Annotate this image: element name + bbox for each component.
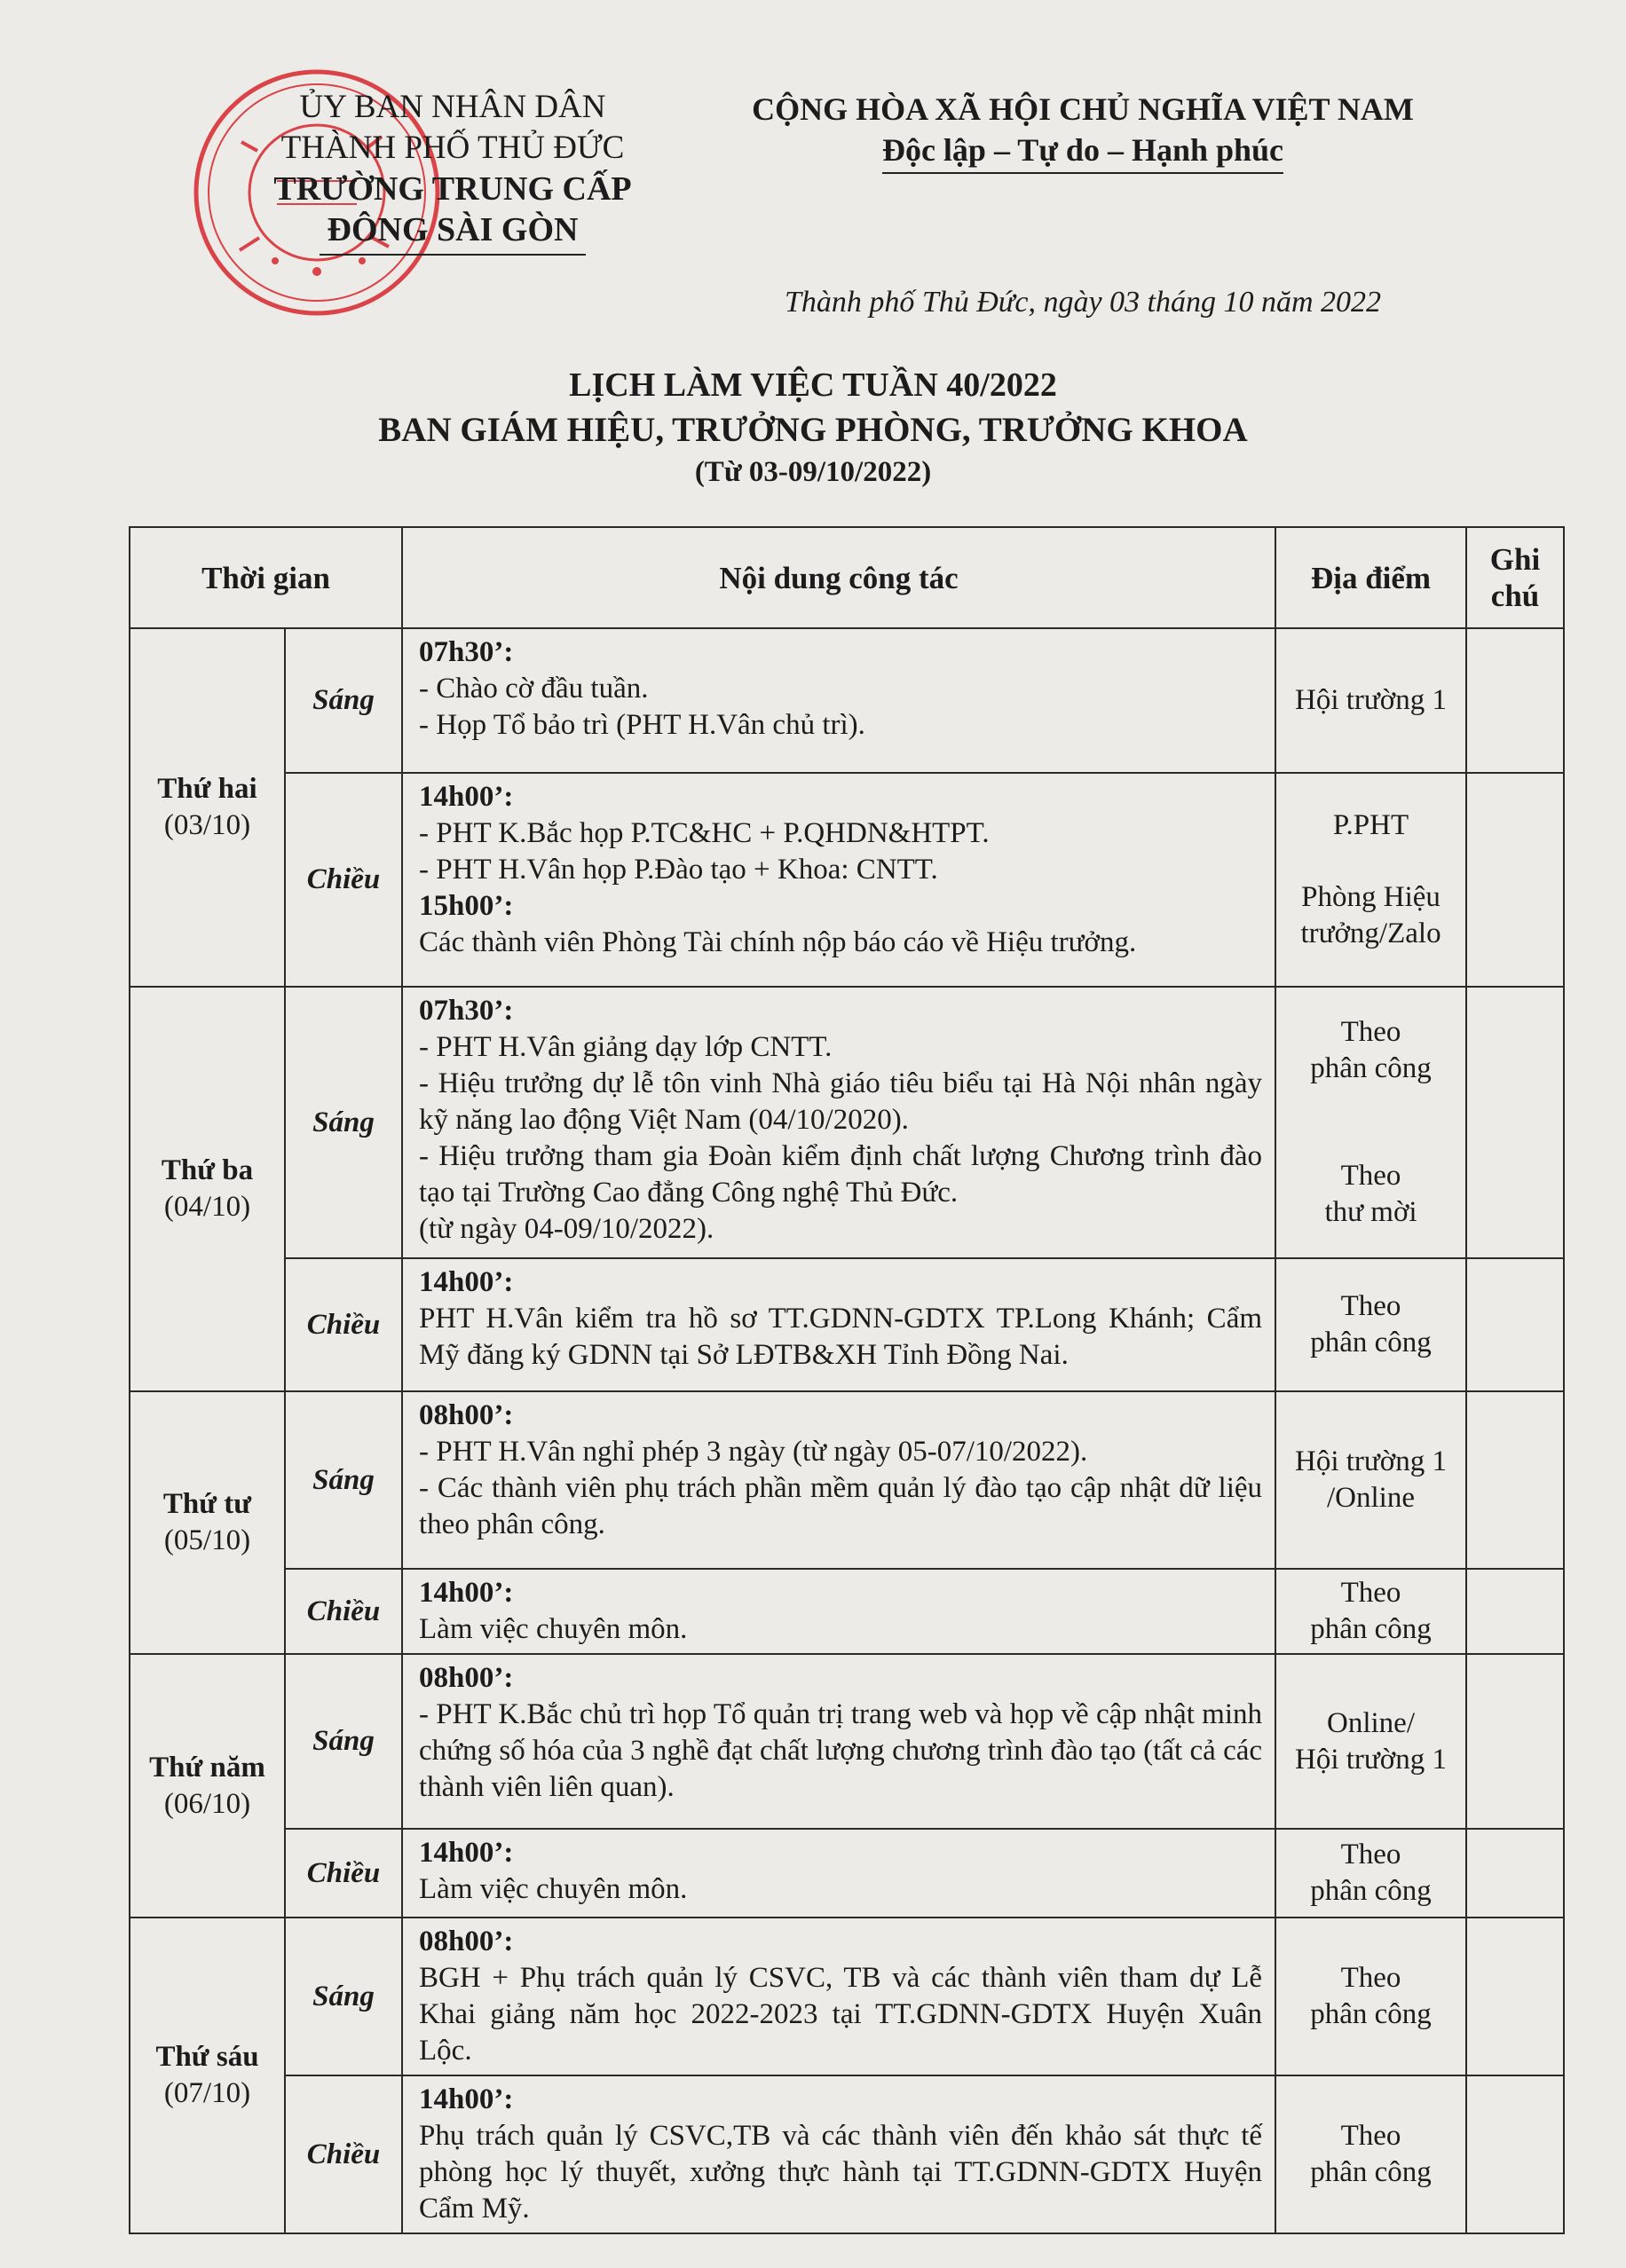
task-line: - PHT H.Vân nghỉ phép 3 ngày (từ ngày 05-07/10/2022). xyxy=(419,1436,1088,1468)
task-line: PHT H.Vân kiểm tra hồ sơ TT.GDNN-GDTX TP.Long Khánh; Cẩm Mỹ đăng ký GDNN tại Sở LĐTB&XH Tỉnh Đồng Nai. xyxy=(419,1303,1263,1371)
session-label: Chiều xyxy=(285,2075,402,2233)
table-row xyxy=(130,2075,1564,2233)
day-date: (06/10) xyxy=(163,1787,251,1820)
table-row xyxy=(130,987,1564,1258)
header-time: Thời gian xyxy=(130,527,402,628)
table-row xyxy=(130,1258,1564,1391)
task-line: - PHT K.Bắc chủ trì họp Tổ quản trị trang web và họp về cập nhật minh chứng số hóa của 3 nghề đạt chất lượng chương trình đào tạo (tất cả các thành viên liên quan). xyxy=(419,1698,1263,1803)
task-content xyxy=(402,628,1275,773)
place-spacer xyxy=(1276,1122,1465,1158)
place-line: Hội trường 1 xyxy=(1295,684,1448,716)
org-underline xyxy=(320,254,586,256)
national-motto xyxy=(692,89,1473,174)
header-note-line-2: chú xyxy=(1490,579,1540,613)
day-cell xyxy=(130,1918,285,2233)
nation-motto: Độc lập – Tự do – Hạnh phúc xyxy=(882,130,1283,174)
day-date: (04/10) xyxy=(163,1191,251,1223)
day-cell xyxy=(130,628,285,987)
schedule-title: LỊCH LÀM VIỆC TUẦN 40/2022 xyxy=(569,366,1057,404)
place-line: phân công xyxy=(1310,1998,1432,2030)
day-date: (05/10) xyxy=(163,1524,251,1556)
place-line: phân công xyxy=(1310,1052,1432,1084)
place-line: Theo xyxy=(1340,1962,1401,1994)
place-line: trưởng/Zalo xyxy=(1300,917,1441,949)
org-line-3: TRƯỜNG TRUNG CẤP xyxy=(273,170,632,208)
table-header-row xyxy=(130,527,1564,628)
org-line-4: ĐÔNG SÀI GÒN xyxy=(327,211,579,248)
task-content xyxy=(402,1258,1275,1391)
header-note-line-1: Ghi xyxy=(1489,542,1541,577)
task-time: 14h00’: xyxy=(419,1577,514,1609)
schedule-body xyxy=(130,628,1564,2233)
session-label: Chiều xyxy=(285,1569,402,1654)
session-label: Sáng xyxy=(285,1654,402,1829)
session-label: Sáng xyxy=(285,1918,402,2075)
table-row xyxy=(130,1829,1564,1918)
task-time: 14h00’: xyxy=(419,781,514,813)
place-line: Theo xyxy=(1340,1839,1401,1870)
note-cell xyxy=(1466,1918,1564,2075)
place-line: Theo xyxy=(1340,1016,1401,1048)
table-row xyxy=(130,1654,1564,1829)
day-cell xyxy=(130,1654,285,1918)
place-line: phân công xyxy=(1310,1327,1432,1358)
place-line: Theo xyxy=(1340,2120,1401,2152)
place-line: Theo xyxy=(1340,1160,1401,1192)
day-name: Thứ tư xyxy=(162,1488,252,1520)
table-row xyxy=(130,1391,1564,1569)
header-place: Địa điểm xyxy=(1275,527,1466,628)
task-time: 15h00’: xyxy=(419,890,514,922)
place-line: Phòng Hiệu xyxy=(1301,881,1441,913)
place-cell xyxy=(1275,2075,1466,2233)
header-note xyxy=(1466,527,1564,628)
session-label: Chiều xyxy=(285,1258,402,1391)
task-line: - PHT H.Vân giảng dạy lớp CNTT. xyxy=(419,1031,833,1063)
session-label: Chiều xyxy=(285,773,402,987)
place-line: phân công xyxy=(1310,1875,1432,1907)
place-line: thư mời xyxy=(1324,1196,1417,1228)
note-cell xyxy=(1466,1654,1564,1829)
session-label: Sáng xyxy=(285,987,402,1258)
note-cell xyxy=(1466,773,1564,987)
task-time: 08h00’: xyxy=(419,1925,514,1957)
place-line: /Online xyxy=(1327,1482,1415,1514)
note-cell xyxy=(1466,1391,1564,1569)
place-spacer xyxy=(1276,844,1465,879)
task-content xyxy=(402,987,1275,1258)
note-cell xyxy=(1466,1829,1564,1918)
day-name: Thứ sáu xyxy=(155,2041,259,2073)
place-spacer xyxy=(1276,1087,1465,1122)
task-time: 07h30’: xyxy=(419,995,514,1027)
task-line: Làm việc chuyên môn. xyxy=(419,1613,688,1645)
task-line: Các thành viên Phòng Tài chính nộp báo cáo về Hiệu trưởng. xyxy=(419,926,1137,958)
task-line: (từ ngày 04-09/10/2022). xyxy=(419,1213,714,1245)
task-line: - Hiệu trưởng dự lễ tôn vinh Nhà giáo tiêu biểu tại Hà Nội nhân ngày kỹ năng lao động Việt Nam (04/10/2020). xyxy=(419,1067,1263,1136)
schedule-table xyxy=(129,526,1565,2234)
header-content: Nội dung công tác xyxy=(402,527,1275,628)
schedule-date-range: (Từ 03-09/10/2022) xyxy=(694,456,932,488)
task-line: - Chào cờ đầu tuần. xyxy=(419,673,649,705)
session-label: Chiều xyxy=(285,1829,402,1918)
task-content xyxy=(402,1654,1275,1829)
task-line: BGH + Phụ trách quản lý CSVC, TB và các thành viên tham dự Lễ Khai giảng năm học 2022-2023 tại TT.GDNN-GDTX Huyện Xuân Lộc. xyxy=(419,1962,1263,2067)
table-row xyxy=(130,1918,1564,2075)
task-line: - Họp Tổ bảo trì (PHT H.Vân chủ trì). xyxy=(419,709,865,741)
org-line-1: ỦY BAN NHÂN DÂN xyxy=(299,89,606,125)
nation-name: CỘNG HÒA XÃ HỘI CHỦ NGHĨA VIỆT NAM xyxy=(752,91,1414,127)
note-cell xyxy=(1466,1569,1564,1654)
org-line-2: THÀNH PHỐ THỦ ĐỨC xyxy=(280,130,625,166)
task-content xyxy=(402,1829,1275,1918)
task-content xyxy=(402,1918,1275,2075)
day-date: (07/10) xyxy=(163,2077,251,2109)
place-cell xyxy=(1275,1654,1466,1829)
task-line: Phụ trách quản lý CSVC,TB và các thành viên đến khảo sát thực tế phòng học lý thuyết, xưởng thực hành tại TT.GDNN-GDTX Huyện Cẩm Mỹ. xyxy=(419,2120,1263,2225)
place-cell xyxy=(1275,1918,1466,2075)
place-cell xyxy=(1275,628,1466,773)
table-row xyxy=(130,773,1564,987)
task-line: Làm việc chuyên môn. xyxy=(419,1873,688,1905)
note-cell xyxy=(1466,2075,1564,2233)
task-content xyxy=(402,2075,1275,2233)
task-content xyxy=(402,773,1275,987)
note-cell xyxy=(1466,987,1564,1258)
task-line: - Hiệu trưởng tham gia Đoàn kiểm định chất lượng Chương trình đào tạo tại Trường Cao đẳng Công nghệ Thủ Đức. xyxy=(419,1140,1263,1209)
task-line: - PHT H.Vân họp P.Đào tạo + Khoa: CNTT. xyxy=(419,854,938,886)
place-cell xyxy=(1275,1391,1466,1569)
schedule-subtitle: BAN GIÁM HIỆU, TRƯỞNG PHÒNG, TRƯỞNG KHOA xyxy=(378,411,1248,449)
note-cell xyxy=(1466,628,1564,773)
task-line: - Các thành viên phụ trách phần mềm quản lý đào tạo cập nhật dữ liệu theo phân công. xyxy=(419,1472,1263,1540)
task-time: 14h00’: xyxy=(419,2083,514,2115)
place-cell xyxy=(1275,773,1466,987)
place-cell xyxy=(1275,987,1466,1258)
task-line: - PHT K.Bắc họp P.TC&HC + P.QHDN&HTPT. xyxy=(419,817,990,849)
table-row xyxy=(130,1569,1564,1654)
task-time: 08h00’: xyxy=(419,1662,514,1694)
place-line: Theo xyxy=(1340,1577,1401,1609)
note-cell xyxy=(1466,1258,1564,1391)
day-cell xyxy=(130,987,285,1391)
task-time: 14h00’: xyxy=(419,1266,514,1298)
place-line: Theo xyxy=(1340,1290,1401,1322)
day-date: (03/10) xyxy=(163,809,251,841)
place-cell xyxy=(1275,1569,1466,1654)
task-time: 14h00’: xyxy=(419,1837,514,1869)
place-line: phân công xyxy=(1310,1613,1432,1645)
place-line: Online/ xyxy=(1327,1706,1415,1739)
place-cell xyxy=(1275,1829,1466,1918)
place-line: Hội trường 1 xyxy=(1295,1743,1448,1776)
session-label: Sáng xyxy=(285,1391,402,1569)
task-content xyxy=(402,1391,1275,1569)
table-row xyxy=(130,628,1564,773)
task-time: 08h00’: xyxy=(419,1399,514,1431)
issuing-organization xyxy=(240,87,666,256)
place-line: Hội trường 1 xyxy=(1295,1445,1448,1477)
day-name: Thứ năm xyxy=(149,1751,265,1784)
day-name: Thứ ba xyxy=(161,1154,254,1186)
place-cell xyxy=(1275,1258,1466,1391)
session-label: Sáng xyxy=(285,628,402,773)
day-name: Thứ hai xyxy=(157,773,257,805)
dateline: Thành phố Thủ Đức, ngày 03 tháng 10 năm 2022 xyxy=(784,286,1382,319)
place-line: phân công xyxy=(1310,2156,1432,2188)
task-content xyxy=(402,1569,1275,1654)
task-time: 07h30’: xyxy=(419,636,514,668)
day-cell xyxy=(130,1391,285,1654)
place-line: P.PHT xyxy=(1332,809,1409,841)
